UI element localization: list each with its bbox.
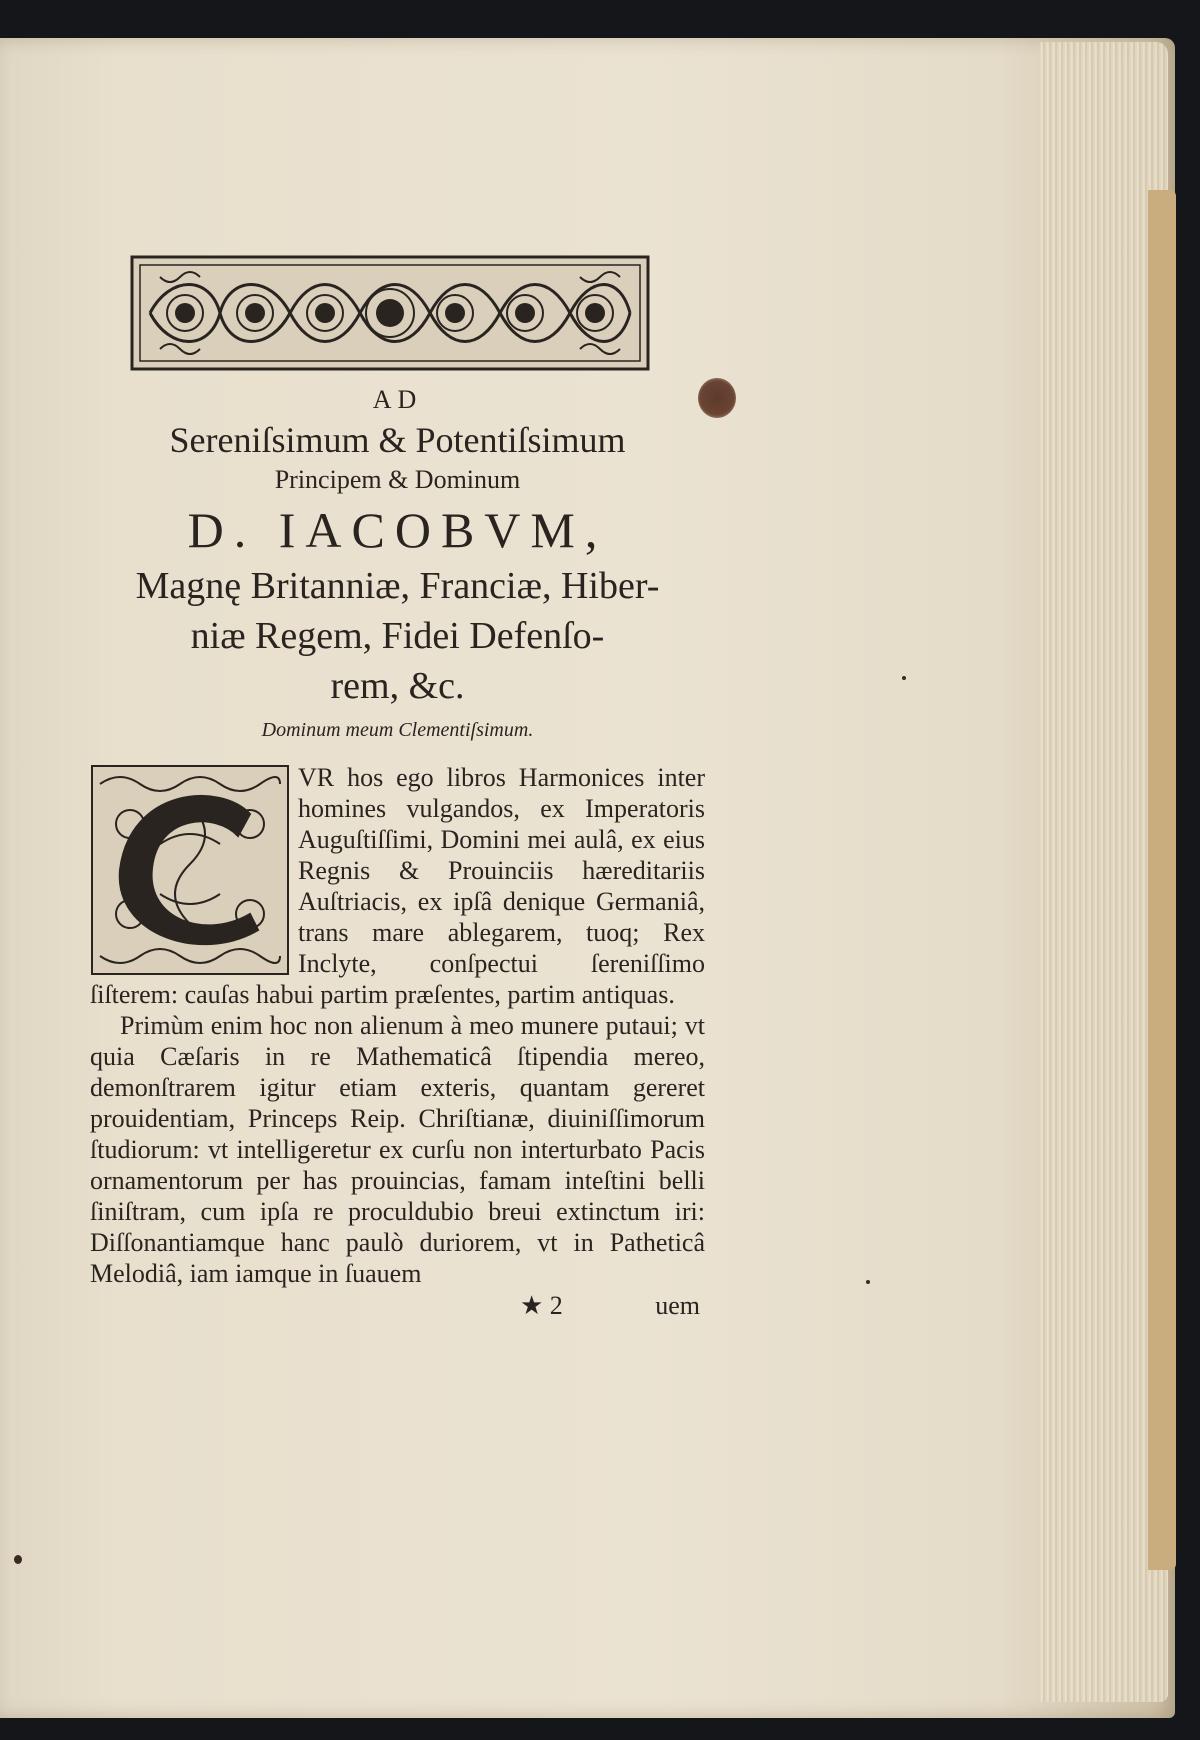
heading-addressee-epithets: Sereniſsimum & Potentiſsimum xyxy=(169,420,626,460)
dedication-text xyxy=(90,762,705,1289)
decorated-initial-c-icon xyxy=(90,764,290,976)
heading-title-line: niæ Regem, Fidei Defenſo- xyxy=(190,615,605,657)
heading-name: D. IACOBVM, xyxy=(187,502,608,558)
signature-mark: ★ 2 xyxy=(520,1291,563,1320)
heading-addressee-rank: Principem & Dominum xyxy=(274,465,521,494)
catchword: uem xyxy=(655,1291,700,1320)
dedication-paragraph: Primùm enim hoc non alienum à meo munere putaui; vt quia Cæſaris in re Mathematicâ ſtipendia mereo, demonſtrarem igitur etiam exteris, quantam gereret prouidentiam, Princeps Reip. Chriſtianæ, diuiniſſimorum ſtudiorum: vt intelligeretur ex curſu non interturbato Pacis ornamentorum per has prouincias, famam inteſtini belli ſiniſtram, cum ipſa re proculdubio breui extinctum iri: Diſſonantiamque hanc paulò duriorem, vt in Patheticâ Melodiâ, iam iamque in ſuauem xyxy=(90,1011,705,1288)
page-content xyxy=(90,255,705,1325)
heading-title-line: rem, &c. xyxy=(330,665,465,707)
page-tab xyxy=(1148,190,1176,1570)
heading-title-line: Magnę Britanniæ, Franciæ, Hiber- xyxy=(135,565,660,607)
speck xyxy=(902,676,906,680)
speck xyxy=(14,1555,22,1564)
heading-titles xyxy=(90,561,705,711)
catchline xyxy=(90,1291,705,1325)
dedication-line: Dominum meum Clementiſsimum. xyxy=(261,719,534,741)
speck xyxy=(866,1280,870,1284)
heading-ad: AD xyxy=(372,385,423,414)
dedication-paragraph: VR hos ego libros Harmonices inter homines vulgandos, ex Imperatoris Auguſtiſſimi, Domini mei aulâ, ex eius Regnis & Prouinciis hæreditariis Auſtriacis, ex ipſâ denique Germaniâ, trans mare ablegarem, tuoq; Rex Inclyte, conſpectui ſereniſſimo ſiſterem: cauſas habui partim præſentes, partim antiquas. xyxy=(90,763,705,1009)
ornamental-headpiece-icon xyxy=(130,255,650,371)
